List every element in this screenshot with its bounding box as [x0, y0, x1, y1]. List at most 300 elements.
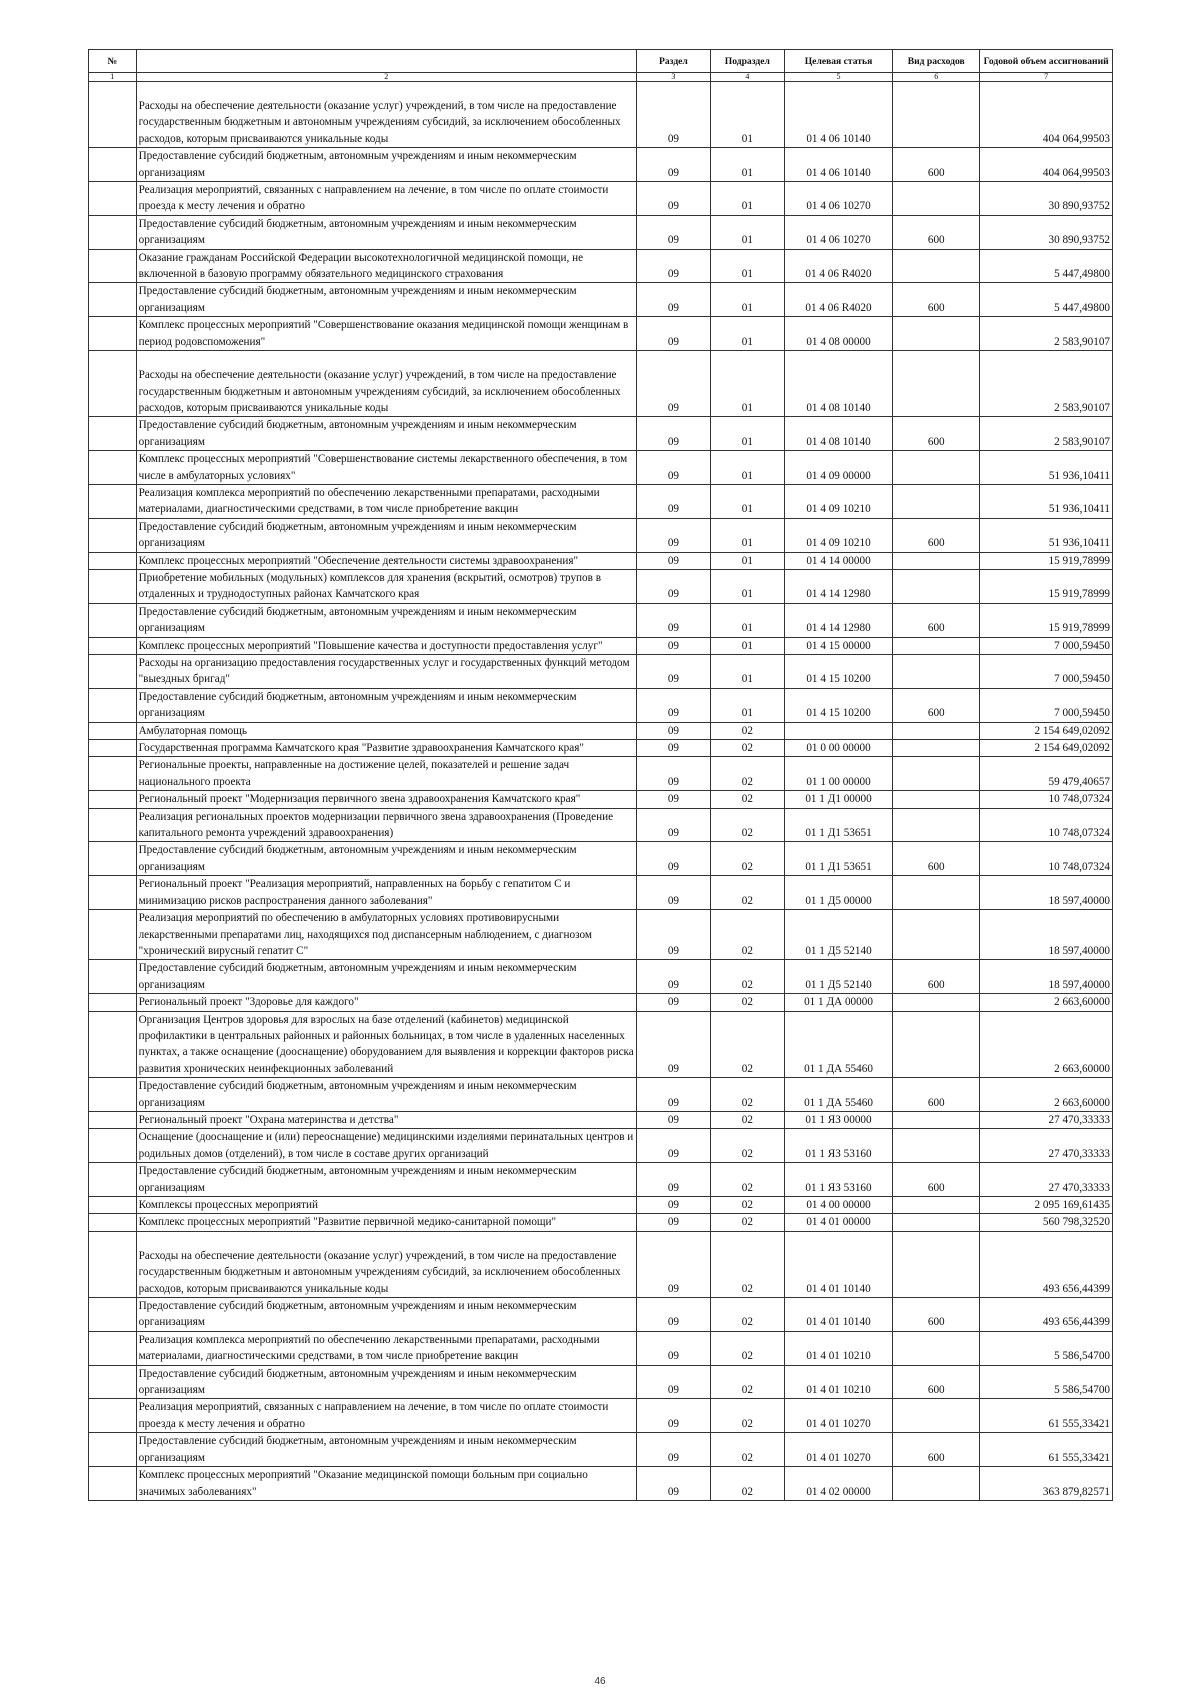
- row-razdel-cell: 09: [636, 603, 710, 637]
- row-target-article-cell: 01 1 Д5 52140: [784, 960, 892, 994]
- row-podrazdel-cell: 01: [710, 182, 784, 216]
- column-number: 5: [784, 73, 892, 82]
- column-number: 1: [89, 73, 137, 82]
- row-expense-type-cell: 600: [893, 1433, 980, 1467]
- row-razdel-cell: 09: [636, 451, 710, 485]
- row-razdel-cell: 09: [636, 791, 710, 808]
- row-expense-type-cell: [893, 1011, 980, 1078]
- row-razdel-cell: 09: [636, 82, 710, 148]
- row-target-article-cell: 01 1 ЯЗ 53160: [784, 1129, 892, 1163]
- row-expense-type-cell: [893, 808, 980, 842]
- row-target-article-cell: 01 4 06 10140: [784, 148, 892, 182]
- header-annual-amount: Годовой объем ассигнований: [980, 50, 1113, 73]
- row-target-article-cell: 01 4 06 R4020: [784, 283, 892, 317]
- row-name-cell: Региональный проект "Здоровье для каждого": [136, 994, 636, 1011]
- column-number-row: [89, 73, 1113, 82]
- row-name-cell: Предоставление субсидий бюджетным, автономным учреждениям и иным некоммерческим организациям: [136, 842, 636, 876]
- row-amount-cell: 7 000,59450: [980, 655, 1113, 689]
- row-podrazdel-cell: 02: [710, 1111, 784, 1128]
- row-target-article-cell: 01 1 ЯЗ 00000: [784, 1111, 892, 1128]
- row-expense-type-cell: [893, 910, 980, 960]
- table-row: [89, 351, 1113, 417]
- column-number: 4: [710, 73, 784, 82]
- row-name-cell: Амбулаторная помощь: [136, 722, 636, 739]
- row-number-cell: [89, 1197, 137, 1214]
- row-name-cell: Расходы на организацию предоставления государственных услуг и государственных функций методом "выездных бригад": [136, 655, 636, 689]
- row-razdel-cell: 09: [636, 722, 710, 739]
- row-number-cell: [89, 876, 137, 910]
- row-number-cell: [89, 148, 137, 182]
- row-expense-type-cell: [893, 1111, 980, 1128]
- row-amount-cell: 61 555,33421: [980, 1433, 1113, 1467]
- row-number-cell: [89, 283, 137, 317]
- row-name-cell: Предоставление субсидий бюджетным, автономным учреждениям и иным некоммерческим организациям: [136, 1433, 636, 1467]
- row-number-cell: [89, 1129, 137, 1163]
- row-target-article-cell: 01 4 01 10140: [784, 1298, 892, 1332]
- row-name-cell: Предоставление субсидий бюджетным, автономным учреждениям и иным некоммерческим организациям: [136, 1298, 636, 1332]
- row-number-cell: [89, 994, 137, 1011]
- table-row: [89, 215, 1113, 249]
- table-row: [89, 808, 1113, 842]
- row-amount-cell: 51 936,10411: [980, 518, 1113, 552]
- table-row: [89, 1433, 1113, 1467]
- row-razdel-cell: 09: [636, 1214, 710, 1231]
- row-expense-type-cell: [893, 1129, 980, 1163]
- row-razdel-cell: 09: [636, 249, 710, 283]
- row-amount-cell: 10 748,07324: [980, 842, 1113, 876]
- row-name-cell: Комплекс процессных мероприятий "Совершенствование системы лекарственного обеспечения, в том числе в амбулаторных условиях": [136, 451, 636, 485]
- row-amount-cell: 59 479,40657: [980, 757, 1113, 791]
- row-target-article-cell: 01 4 06 10270: [784, 215, 892, 249]
- row-name-cell: Комплекс процессных мероприятий "Обеспечение деятельности системы здравоохранения": [136, 552, 636, 569]
- row-podrazdel-cell: 02: [710, 994, 784, 1011]
- row-expense-type-cell: [893, 82, 980, 148]
- table-row: [89, 249, 1113, 283]
- table-row: [89, 876, 1113, 910]
- row-expense-type-cell: [893, 249, 980, 283]
- row-podrazdel-cell: 01: [710, 688, 784, 722]
- row-razdel-cell: 09: [636, 1011, 710, 1078]
- row-name-cell: Предоставление субсидий бюджетным, автономным учреждениям и иным некоммерческим организациям: [136, 283, 636, 317]
- row-number-cell: [89, 1011, 137, 1078]
- table-row: [89, 603, 1113, 637]
- row-amount-cell: 5 586,54700: [980, 1331, 1113, 1365]
- row-number-cell: [89, 722, 137, 739]
- row-razdel-cell: 09: [636, 1433, 710, 1467]
- row-amount-cell: 18 597,40000: [980, 876, 1113, 910]
- row-podrazdel-cell: 02: [710, 1214, 784, 1231]
- row-target-article-cell: 01 0 00 00000: [784, 740, 892, 757]
- row-podrazdel-cell: 02: [710, 1011, 784, 1078]
- row-razdel-cell: 09: [636, 1129, 710, 1163]
- row-podrazdel-cell: 02: [710, 876, 784, 910]
- row-target-article-cell: [784, 722, 892, 739]
- row-podrazdel-cell: 02: [710, 740, 784, 757]
- row-name-cell: Предоставление субсидий бюджетным, автономным учреждениям и иным некоммерческим организациям: [136, 688, 636, 722]
- row-name-cell: Комплекс процессных мероприятий "Оказание медицинской помощи больным при социально значимых заболеваниях": [136, 1467, 636, 1501]
- row-number-cell: [89, 215, 137, 249]
- row-expense-type-cell: 600: [893, 518, 980, 552]
- row-number-cell: [89, 757, 137, 791]
- row-expense-type-cell: 600: [893, 148, 980, 182]
- row-name-cell: Предоставление субсидий бюджетным, автономным учреждениям и иным некоммерческим организациям: [136, 215, 636, 249]
- header-podrazdel: Подраздел: [710, 50, 784, 73]
- header-target-article: Целевая статья: [784, 50, 892, 73]
- row-amount-cell: 10 748,07324: [980, 791, 1113, 808]
- row-name-cell: Реализация мероприятий, связанных с направлением на лечение, в том числе по оплате стоимости проезда к месту лечения и обратно: [136, 1399, 636, 1433]
- row-target-article-cell: 01 4 15 10200: [784, 688, 892, 722]
- row-amount-cell: 27 470,33333: [980, 1163, 1113, 1197]
- row-amount-cell: 30 890,93752: [980, 215, 1113, 249]
- row-expense-type-cell: [893, 351, 980, 417]
- table-row: [89, 182, 1113, 216]
- table-row: [89, 552, 1113, 569]
- row-number-cell: [89, 960, 137, 994]
- row-target-article-cell: 01 4 01 10140: [784, 1231, 892, 1297]
- row-razdel-cell: 09: [636, 1231, 710, 1297]
- table-row: [89, 994, 1113, 1011]
- table-row: [89, 1214, 1113, 1231]
- row-number-cell: [89, 249, 137, 283]
- row-podrazdel-cell: 01: [710, 417, 784, 451]
- row-razdel-cell: 09: [636, 1331, 710, 1365]
- row-expense-type-cell: 600: [893, 417, 980, 451]
- row-target-article-cell: 01 1 Д1 53651: [784, 808, 892, 842]
- row-target-article-cell: 01 1 Д5 52140: [784, 910, 892, 960]
- row-podrazdel-cell: 02: [710, 1298, 784, 1332]
- column-number: 7: [980, 73, 1113, 82]
- row-amount-cell: 2 583,90107: [980, 317, 1113, 351]
- row-number-cell: [89, 417, 137, 451]
- header-number: №: [89, 50, 137, 73]
- row-name-cell: Комплекс процессных мероприятий "Повышение качества и доступности предоставления услуг": [136, 637, 636, 654]
- row-expense-type-cell: 600: [893, 283, 980, 317]
- row-name-cell: Приобретение мобильных (модульных) комплексов для хранения (вскрытий, осмотров) трупов в отдаленных и труднодоступных районах Камчатского края: [136, 569, 636, 603]
- row-number-cell: [89, 637, 137, 654]
- row-expense-type-cell: [893, 757, 980, 791]
- row-target-article-cell: 01 4 08 10140: [784, 351, 892, 417]
- row-razdel-cell: 09: [636, 994, 710, 1011]
- row-target-article-cell: 01 4 15 10200: [784, 655, 892, 689]
- row-target-article-cell: 01 1 ДА 55460: [784, 1011, 892, 1078]
- row-number-cell: [89, 1399, 137, 1433]
- row-podrazdel-cell: 02: [710, 1129, 784, 1163]
- row-target-article-cell: 01 1 Д1 00000: [784, 791, 892, 808]
- table-row: [89, 1331, 1113, 1365]
- row-number-cell: [89, 518, 137, 552]
- row-amount-cell: 2 154 649,02092: [980, 740, 1113, 757]
- row-expense-type-cell: 600: [893, 215, 980, 249]
- row-podrazdel-cell: 02: [710, 1163, 784, 1197]
- row-podrazdel-cell: 01: [710, 518, 784, 552]
- row-number-cell: [89, 351, 137, 417]
- row-razdel-cell: 09: [636, 417, 710, 451]
- row-amount-cell: 363 879,82571: [980, 1467, 1113, 1501]
- table-row: [89, 1197, 1113, 1214]
- row-number-cell: [89, 451, 137, 485]
- row-podrazdel-cell: 02: [710, 1399, 784, 1433]
- row-number-cell: [89, 1111, 137, 1128]
- row-target-article-cell: 01 4 14 00000: [784, 552, 892, 569]
- row-expense-type-cell: [893, 1399, 980, 1433]
- header-razdel: Раздел: [636, 50, 710, 73]
- row-razdel-cell: 09: [636, 484, 710, 518]
- row-razdel-cell: 09: [636, 876, 710, 910]
- row-name-cell: Организация Центров здоровья для взрослых на базе отделений (кабинетов) медицинской профилактики в центральных районных и районных больницах, в том числе в удаленных населенных пунктах, а также оснащение (дооснащение) оборудованием для выявления и коррекции факторов риска развития хронических неинфекционных заболеваний: [136, 1011, 636, 1078]
- row-target-article-cell: 01 4 15 00000: [784, 637, 892, 654]
- row-amount-cell: 2 663,60000: [980, 994, 1113, 1011]
- row-number-cell: [89, 1163, 137, 1197]
- row-number-cell: [89, 1214, 137, 1231]
- row-amount-cell: 2 583,90107: [980, 417, 1113, 451]
- row-target-article-cell: 01 4 06 R4020: [784, 249, 892, 283]
- header-name: [136, 50, 636, 73]
- row-amount-cell: 5 447,49800: [980, 249, 1113, 283]
- row-expense-type-cell: [893, 722, 980, 739]
- row-amount-cell: 27 470,33333: [980, 1129, 1113, 1163]
- row-amount-cell: 5 586,54700: [980, 1365, 1113, 1399]
- row-amount-cell: 560 798,32520: [980, 1214, 1113, 1231]
- row-expense-type-cell: [893, 1331, 980, 1365]
- row-name-cell: Реализация мероприятий, связанных с направлением на лечение, в том числе по оплате стоимости проезда к месту лечения и обратно: [136, 182, 636, 216]
- table-row: [89, 1129, 1113, 1163]
- row-name-cell: Комплексы процессных мероприятий: [136, 1197, 636, 1214]
- row-amount-cell: 15 919,78999: [980, 569, 1113, 603]
- row-amount-cell: 493 656,44399: [980, 1298, 1113, 1332]
- row-podrazdel-cell: 02: [710, 842, 784, 876]
- row-amount-cell: 2 663,60000: [980, 1011, 1113, 1078]
- row-podrazdel-cell: 01: [710, 484, 784, 518]
- row-razdel-cell: 09: [636, 655, 710, 689]
- row-podrazdel-cell: 02: [710, 722, 784, 739]
- row-name-cell: Реализация комплекса мероприятий по обеспечению лекарственными препаратами, расходными материалами, диагностическими средствами, в том числе приобретение вакцин: [136, 484, 636, 518]
- row-number-cell: [89, 82, 137, 148]
- row-podrazdel-cell: 01: [710, 317, 784, 351]
- row-expense-type-cell: [893, 1197, 980, 1214]
- row-expense-type-cell: [893, 791, 980, 808]
- row-target-article-cell: 01 4 00 00000: [784, 1197, 892, 1214]
- row-podrazdel-cell: 01: [710, 215, 784, 249]
- row-name-cell: Комплекс процессных мероприятий "Совершенствование оказания медицинской помощи женщинам в период родовспоможения": [136, 317, 636, 351]
- row-razdel-cell: 09: [636, 317, 710, 351]
- table-row: [89, 1078, 1113, 1112]
- row-name-cell: Региональный проект "Охрана материнства и детства": [136, 1111, 636, 1128]
- row-razdel-cell: 09: [636, 182, 710, 216]
- row-razdel-cell: 09: [636, 740, 710, 757]
- row-name-cell: Реализация региональных проектов модернизации первичного звена здравоохранения (Проведение капитального ремонта учреждений здравоохранения): [136, 808, 636, 842]
- row-amount-cell: 18 597,40000: [980, 910, 1113, 960]
- row-razdel-cell: 09: [636, 552, 710, 569]
- row-razdel-cell: 09: [636, 1111, 710, 1128]
- row-podrazdel-cell: 01: [710, 637, 784, 654]
- row-target-article-cell: 01 4 01 10210: [784, 1331, 892, 1365]
- header-expense-type: Вид расходов: [893, 50, 980, 73]
- row-amount-cell: 15 919,78999: [980, 603, 1113, 637]
- row-expense-type-cell: 600: [893, 603, 980, 637]
- table-body: [89, 82, 1113, 1501]
- row-podrazdel-cell: 02: [710, 1467, 784, 1501]
- row-expense-type-cell: 600: [893, 688, 980, 722]
- row-podrazdel-cell: 02: [710, 910, 784, 960]
- row-podrazdel-cell: 02: [710, 757, 784, 791]
- row-podrazdel-cell: 01: [710, 82, 784, 148]
- row-razdel-cell: 09: [636, 757, 710, 791]
- row-name-cell: Оказание гражданам Российской Федерации высокотехнологичной медицинской помощи, не включенной в базовую программу обязательного медицинского страхования: [136, 249, 636, 283]
- row-expense-type-cell: 600: [893, 1365, 980, 1399]
- row-number-cell: [89, 655, 137, 689]
- row-razdel-cell: 09: [636, 1298, 710, 1332]
- row-name-cell: Расходы на обеспечение деятельности (оказание услуг) учреждений, в том числе на предоставление государственным бюджетным и автономным учреждениям субсидий, за исключением обособленных расходов, которым присваиваются уникальные коды: [136, 82, 636, 148]
- row-name-cell: Расходы на обеспечение деятельности (оказание услуг) учреждений, в том числе на предоставление государственным бюджетным и автономным учреждениям субсидий, за исключением обособленных расходов, которым присваиваются уникальные коды: [136, 1231, 636, 1297]
- row-number-cell: [89, 603, 137, 637]
- row-name-cell: Региональные проекты, направленные на достижение целей, показателей и решение задач национального проекта: [136, 757, 636, 791]
- row-amount-cell: 404 064,99503: [980, 148, 1113, 182]
- row-number-cell: [89, 1231, 137, 1297]
- row-number-cell: [89, 317, 137, 351]
- row-podrazdel-cell: 02: [710, 1197, 784, 1214]
- row-razdel-cell: 09: [636, 569, 710, 603]
- column-number: 6: [893, 73, 980, 82]
- table-row: [89, 1399, 1113, 1433]
- row-target-article-cell: 01 4 06 10270: [784, 182, 892, 216]
- row-razdel-cell: 09: [636, 518, 710, 552]
- row-expense-type-cell: 600: [893, 1163, 980, 1197]
- row-expense-type-cell: [893, 655, 980, 689]
- row-number-cell: [89, 1433, 137, 1467]
- row-expense-type-cell: [893, 1231, 980, 1297]
- row-name-cell: Предоставление субсидий бюджетным, автономным учреждениям и иным некоммерческим организациям: [136, 603, 636, 637]
- row-amount-cell: 404 064,99503: [980, 82, 1113, 148]
- row-amount-cell: 2 095 169,61435: [980, 1197, 1113, 1214]
- row-razdel-cell: 09: [636, 1078, 710, 1112]
- table-row: [89, 791, 1113, 808]
- row-amount-cell: 30 890,93752: [980, 182, 1113, 216]
- table-row: [89, 484, 1113, 518]
- row-razdel-cell: 09: [636, 283, 710, 317]
- table-row: [89, 1365, 1113, 1399]
- row-name-cell: Расходы на обеспечение деятельности (оказание услуг) учреждений, в том числе на предоставление государственным бюджетным и автономным учреждениям субсидий, за исключением обособленных расходов, которым присваиваются уникальные коды: [136, 351, 636, 417]
- row-target-article-cell: 01 4 08 10140: [784, 417, 892, 451]
- row-podrazdel-cell: 01: [710, 655, 784, 689]
- row-expense-type-cell: [893, 1214, 980, 1231]
- row-expense-type-cell: [893, 740, 980, 757]
- row-amount-cell: 5 447,49800: [980, 283, 1113, 317]
- row-podrazdel-cell: 02: [710, 808, 784, 842]
- row-target-article-cell: 01 4 09 10210: [784, 518, 892, 552]
- row-podrazdel-cell: 01: [710, 283, 784, 317]
- table-row: [89, 757, 1113, 791]
- row-razdel-cell: 09: [636, 148, 710, 182]
- row-expense-type-cell: [893, 182, 980, 216]
- row-expense-type-cell: 600: [893, 960, 980, 994]
- row-number-cell: [89, 910, 137, 960]
- row-name-cell: Предоставление субсидий бюджетным, автономным учреждениям и иным некоммерческим организациям: [136, 1163, 636, 1197]
- table-row: [89, 317, 1113, 351]
- row-target-article-cell: 01 1 Д5 00000: [784, 876, 892, 910]
- row-target-article-cell: 01 4 08 00000: [784, 317, 892, 351]
- row-name-cell: Предоставление субсидий бюджетным, автономным учреждениям и иным некоммерческим организациям: [136, 1365, 636, 1399]
- row-number-cell: [89, 1365, 137, 1399]
- row-amount-cell: 18 597,40000: [980, 960, 1113, 994]
- row-razdel-cell: 09: [636, 808, 710, 842]
- row-razdel-cell: 09: [636, 910, 710, 960]
- row-amount-cell: 51 936,10411: [980, 484, 1113, 518]
- row-razdel-cell: 09: [636, 1399, 710, 1433]
- row-target-article-cell: 01 4 01 10210: [784, 1365, 892, 1399]
- row-name-cell: Реализация мероприятий по обеспечению в амбулаторных условиях противовирусными лекарственными препаратами лиц, находящихся под диспансерным наблюдением, с диагнозом "хронический вирусный гепатит С": [136, 910, 636, 960]
- row-name-cell: Региональный проект "Модернизация первичного звена здравоохранения Камчатского края": [136, 791, 636, 808]
- row-amount-cell: 27 470,33333: [980, 1111, 1113, 1128]
- row-number-cell: [89, 808, 137, 842]
- table-row: [89, 637, 1113, 654]
- row-number-cell: [89, 688, 137, 722]
- row-name-cell: Предоставление субсидий бюджетным, автономным учреждениям и иным некоммерческим организациям: [136, 960, 636, 994]
- row-target-article-cell: 01 4 14 12980: [784, 569, 892, 603]
- table-row: [89, 842, 1113, 876]
- row-expense-type-cell: [893, 484, 980, 518]
- page-number: 46: [594, 1676, 606, 1687]
- row-number-cell: [89, 791, 137, 808]
- row-amount-cell: 7 000,59450: [980, 637, 1113, 654]
- row-amount-cell: 51 936,10411: [980, 451, 1113, 485]
- row-expense-type-cell: [893, 569, 980, 603]
- column-number: 3: [636, 73, 710, 82]
- table-row: [89, 722, 1113, 739]
- row-number-cell: [89, 1467, 137, 1501]
- row-podrazdel-cell: 01: [710, 569, 784, 603]
- row-target-article-cell: 01 4 09 10210: [784, 484, 892, 518]
- row-name-cell: Предоставление субсидий бюджетным, автономным учреждениям и иным некоммерческим организациям: [136, 148, 636, 182]
- row-number-cell: [89, 182, 137, 216]
- row-podrazdel-cell: 01: [710, 249, 784, 283]
- row-podrazdel-cell: 01: [710, 148, 784, 182]
- row-podrazdel-cell: 01: [710, 603, 784, 637]
- table-header-row: [89, 50, 1113, 73]
- row-podrazdel-cell: 02: [710, 1331, 784, 1365]
- row-podrazdel-cell: 02: [710, 960, 784, 994]
- row-number-cell: [89, 552, 137, 569]
- table-row: [89, 1111, 1113, 1128]
- row-target-article-cell: 01 4 02 00000: [784, 1467, 892, 1501]
- row-podrazdel-cell: 01: [710, 552, 784, 569]
- row-number-cell: [89, 1298, 137, 1332]
- table-row: [89, 1231, 1113, 1297]
- row-podrazdel-cell: 01: [710, 351, 784, 417]
- row-razdel-cell: 09: [636, 1467, 710, 1501]
- row-number-cell: [89, 842, 137, 876]
- row-razdel-cell: 09: [636, 842, 710, 876]
- row-razdel-cell: 09: [636, 351, 710, 417]
- row-amount-cell: 2 583,90107: [980, 351, 1113, 417]
- table-row: [89, 960, 1113, 994]
- row-expense-type-cell: [893, 552, 980, 569]
- row-expense-type-cell: 600: [893, 1298, 980, 1332]
- table-row: [89, 910, 1113, 960]
- row-expense-type-cell: [893, 317, 980, 351]
- row-expense-type-cell: 600: [893, 842, 980, 876]
- row-name-cell: Предоставление субсидий бюджетным, автономным учреждениям и иным некоммерческим организациям: [136, 1078, 636, 1112]
- row-target-article-cell: 01 4 01 00000: [784, 1214, 892, 1231]
- table-row: [89, 451, 1113, 485]
- row-amount-cell: 2 663,60000: [980, 1078, 1113, 1112]
- row-target-article-cell: 01 4 09 00000: [784, 451, 892, 485]
- row-target-article-cell: 01 1 Д1 53651: [784, 842, 892, 876]
- row-name-cell: Комплекс процессных мероприятий "Развитие первичной медико-санитарной помощи": [136, 1214, 636, 1231]
- row-razdel-cell: 09: [636, 1163, 710, 1197]
- row-target-article-cell: 01 1 ЯЗ 53160: [784, 1163, 892, 1197]
- row-podrazdel-cell: 02: [710, 1078, 784, 1112]
- table-row: [89, 82, 1113, 148]
